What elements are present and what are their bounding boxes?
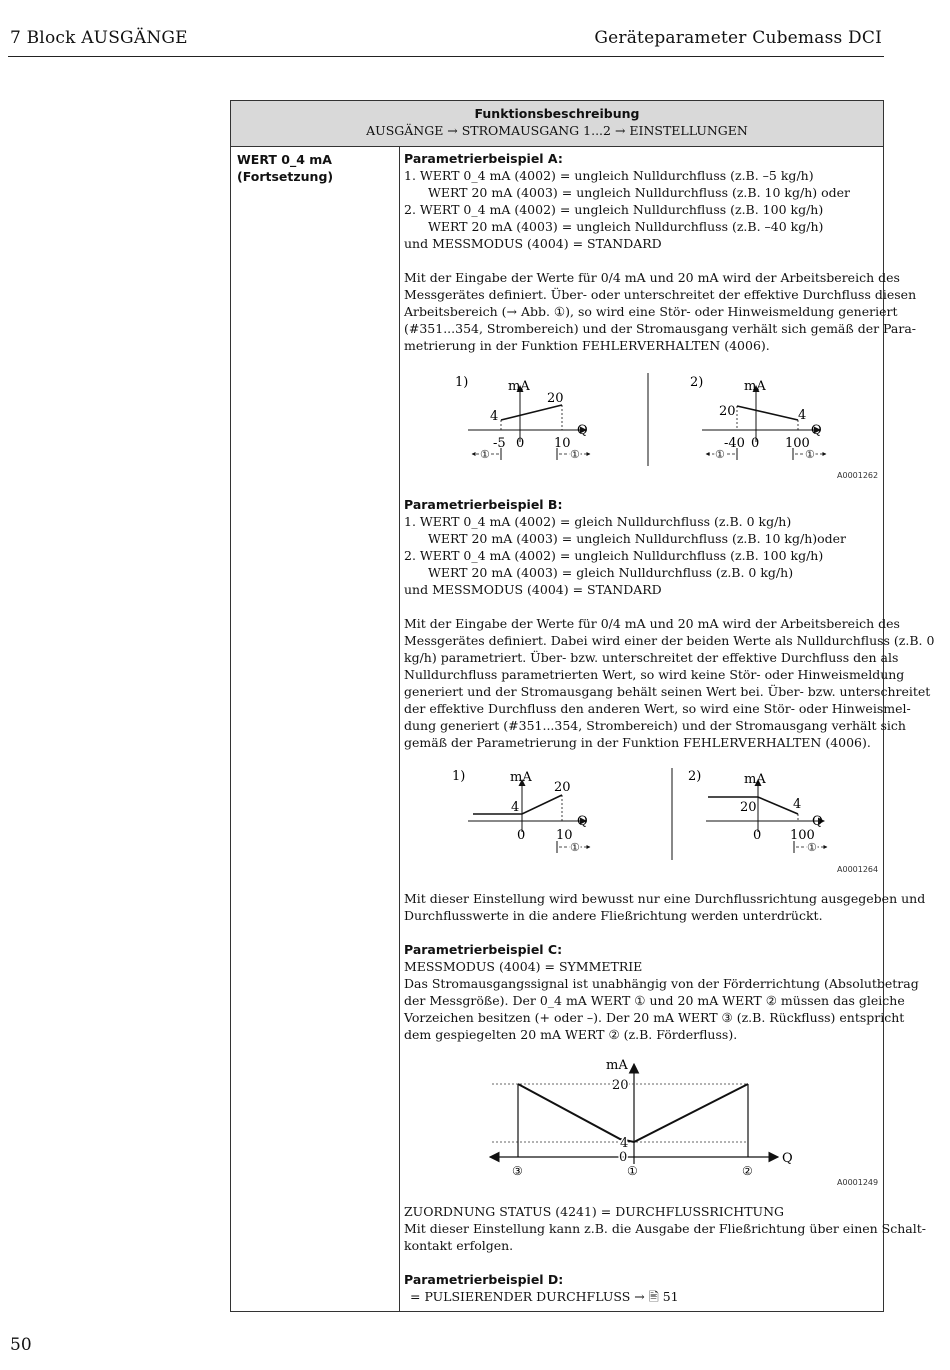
fig-b2-mark: ① (807, 841, 817, 854)
example-c-para-4: dem gespiegelten 20 mA WERT ② (z.B. Förderfluss). (404, 1027, 738, 1042)
fig-c-v20: 20 (612, 1078, 629, 1093)
fig-b1-mark: ① (570, 841, 580, 854)
fig-b2-v4: 4 (793, 797, 802, 812)
fig-a1-v4: 4 (490, 409, 499, 424)
example-a-para-4: (#351...354, Strombereich) und der Stromausgang verhält sich gemäß der Para- (404, 321, 917, 336)
fig-a2-v20: 20 (719, 404, 736, 419)
figure-c-id: A0001249 (837, 1178, 879, 1187)
function-name: WERT 0_4 mA (237, 152, 332, 167)
fig-b1-v4: 4 (511, 800, 520, 815)
fig-a1-xpos: 10 (554, 436, 571, 451)
table-title: Funktionsbeschreibung (474, 106, 640, 121)
function-name-cell (237, 151, 395, 185)
fig-a1-curve (501, 405, 562, 420)
example-b-para-3: kg/h) parametriert. Über- bzw. unterschreitet der effektive Durchfluss den als (404, 650, 899, 665)
example-b-line-5: und MESSMODUS (4004) = STANDARD (404, 582, 662, 597)
fig-a1-v20: 20 (547, 391, 564, 406)
fig-a1-label: 1) (455, 375, 469, 390)
example-a-para-5: metrierung in der Funktion FEHLERVERHALTEN (4006). (404, 338, 770, 353)
table-menu-path: AUSGÄNGE → STROMAUSGANG 1...2 → EINSTELLUNGEN (366, 123, 748, 138)
column-divider (399, 147, 400, 1311)
example-a-line-5: und MESSMODUS (4004) = STANDARD (404, 236, 662, 251)
header-document-title: Geräteparameter Cubemass DCI (594, 28, 882, 48)
example-b-para-2: Messgerätes definiert. Dabei wird einer der beiden Werte als Nulldurchfluss (z.B. 0 (404, 633, 935, 648)
fig-b2-label: 2) (688, 769, 702, 784)
page-number: 50 (10, 1335, 32, 1355)
fig-a2-unit: mA (744, 379, 766, 394)
fig-b1-v20: 20 (554, 780, 571, 795)
fig-a2-mark-left: ① (715, 448, 725, 461)
fig-a1-mark-right: ① (570, 448, 580, 461)
fig-a2-axis-q: Q (811, 423, 822, 438)
fig-a1-mark-left: ① (480, 448, 490, 461)
example-c-para-1: Das Stromausgangssignal ist unabhängig von der Förderrichtung (Absolutbetrag (404, 976, 919, 991)
example-c-heading: Parametrierbeispiel C: (404, 942, 563, 957)
note-b-para-2: Durchflusswerte in die andere Fließrichtung werden unterdrückt. (404, 908, 823, 923)
example-b-line-4: WERT 20 mA (4003) = gleich Nulldurchfluss (z.B. 0 kg/h) (428, 565, 794, 580)
example-b-line-2: WERT 20 mA (4003) = ungleich Nulldurchfluss (z.B. 10 kg/h)oder (428, 531, 847, 546)
assignment-line-1: ZUORDNUNG STATUS (4241) = DURCHFLUSSRICHTUNG (404, 1204, 784, 1219)
fig-a2-xneg: -40 (724, 436, 745, 451)
example-a-heading: Parametrierbeispiel A: (404, 151, 563, 166)
fig-a2-label: 2) (690, 375, 704, 390)
fig-b2-unit: mA (744, 772, 766, 787)
example-a-para-2: Messgerätes definiert. Über- oder unterschreitet der effektive Durchfluss diesen (404, 287, 917, 302)
example-a-line-4: WERT 20 mA (4003) = ungleich Nulldurchfluss (z.B. –40 kg/h) (428, 219, 824, 234)
fig-c-mark-2: ② (742, 1164, 753, 1178)
example-a-line-3: 2. WERT 0_4 mA (4002) = ungleich Nulldurchfluss (z.B. 100 kg/h) (404, 202, 824, 217)
fig-b1-x0: 0 (517, 828, 526, 843)
note-b-para-1: Mit dieser Einstellung wird bewusst nur eine Durchflussrichtung ausgegeben und (404, 891, 926, 906)
fig-b1-unit: mA (510, 770, 532, 785)
fig-c-v4: 4 (620, 1136, 629, 1151)
assignment-para-2: kontakt erfolgen. (404, 1238, 514, 1253)
example-a-line-2: WERT 20 mA (4003) = ungleich Nulldurchfluss (z.B. 10 kg/h) oder (428, 185, 851, 200)
header-chapter: 7 Block AUSGÄNGE (10, 28, 188, 48)
fig-b1-label: 1) (452, 769, 466, 784)
fig-a2-mark-right: ① (805, 448, 815, 461)
example-c-para-2: der Messgröße). Der 0_4 mA WERT ① und 20 mA WERT ② müssen das gleiche (404, 993, 905, 1008)
example-d-heading: Parametrierbeispiel D: (404, 1272, 564, 1287)
assignment-para-1: Mit dieser Einstellung kann z.B. die Ausgabe der Fließrichtung über einen Schalt- (404, 1221, 926, 1236)
fig-c-mark-3: ③ (512, 1164, 523, 1178)
fig-b2-xpos: 100 (790, 828, 815, 843)
fig-b1-axis-q: Q (577, 814, 588, 829)
fig-c-x0: 0 (619, 1150, 628, 1165)
example-b-para-1: Mit der Eingabe der Werte für 0/4 mA und 20 mA wird der Arbeitsbereich des (404, 616, 900, 631)
figure-b (440, 760, 880, 868)
figure-a (440, 368, 880, 480)
fig-a2-x0: 0 (751, 436, 760, 451)
example-b-para-7: dung generiert (#351...354, Strombereich) und der Stromausgang verhält sich (404, 718, 906, 733)
header-rule (8, 56, 884, 57)
fig-a1-xneg: -5 (493, 436, 506, 451)
example-c-line-1: MESSMODUS (4004) = SYMMETRIE (404, 959, 643, 974)
example-a-line-1: 1. WERT 0_4 mA (4002) = ungleich Nulldurchfluss (z.B. –5 kg/h) (404, 168, 814, 183)
figure-c (470, 1052, 810, 1182)
function-continuation: (Fortsetzung) (237, 169, 334, 184)
fig-c-mark-1: ① (627, 1164, 638, 1178)
example-c-para-3: Vorzeichen besitzen (+ oder –). Der 20 mA WERT ③ (z.B. Rückfluss) entspricht (404, 1010, 905, 1025)
figure-b-id: A0001264 (837, 865, 879, 874)
fig-a1-unit: mA (508, 379, 530, 394)
fig-b2-v20: 20 (740, 800, 757, 815)
figure-a-id: A0001262 (837, 471, 879, 480)
fig-a2-curve (737, 406, 798, 420)
table-header (231, 101, 883, 147)
example-b-para-5: generiert und der Stromausgang behält seinen Wert bei. Über- bzw. unterschreitet (404, 684, 931, 699)
fig-c-unit: mA (606, 1058, 628, 1073)
example-b-para-4: Nulldurchfluss parametrierten Wert, so wird keine Stör- oder Hinweismeldung (404, 667, 905, 682)
example-b-para-8: gemäß der Parametrierung in der Funktion FEHLERVERHALTEN (4006). (404, 735, 871, 750)
fig-c-curve (518, 1084, 748, 1142)
fig-a2-v4: 4 (798, 408, 807, 423)
example-d-line-1: = PULSIERENDER DURCHFLUSS → 🖹 51 (410, 1289, 679, 1304)
example-b-line-1: 1. WERT 0_4 mA (4002) = gleich Nulldurchfluss (z.B. 0 kg/h) (404, 514, 792, 529)
fig-b1-xpos: 10 (556, 828, 573, 843)
fig-a1-x0: 0 (516, 436, 525, 451)
fig-b2-axis-q: Q (812, 814, 823, 829)
example-a-para-3: Arbeitsbereich (→ Abb. ①), so wird eine Stör- oder Hinweismeldung generiert (404, 304, 898, 319)
fig-c-axis-q: Q (782, 1151, 793, 1166)
example-a-para-1: Mit der Eingabe der Werte für 0/4 mA und 20 mA wird der Arbeitsbereich des (404, 270, 900, 285)
example-b-line-3: 2. WERT 0_4 mA (4002) = ungleich Nulldurchfluss (z.B. 100 kg/h) (404, 548, 824, 563)
fig-b2-x0: 0 (753, 828, 762, 843)
example-b-para-6: der effektive Durchfluss den anderen Wert, so wird eine Stör- oder Hinweismel- (404, 701, 911, 716)
example-b-heading: Parametrierbeispiel B: (404, 497, 563, 512)
fig-a2-xpos: 100 (785, 436, 810, 451)
fig-a1-axis-q: Q (577, 423, 588, 438)
